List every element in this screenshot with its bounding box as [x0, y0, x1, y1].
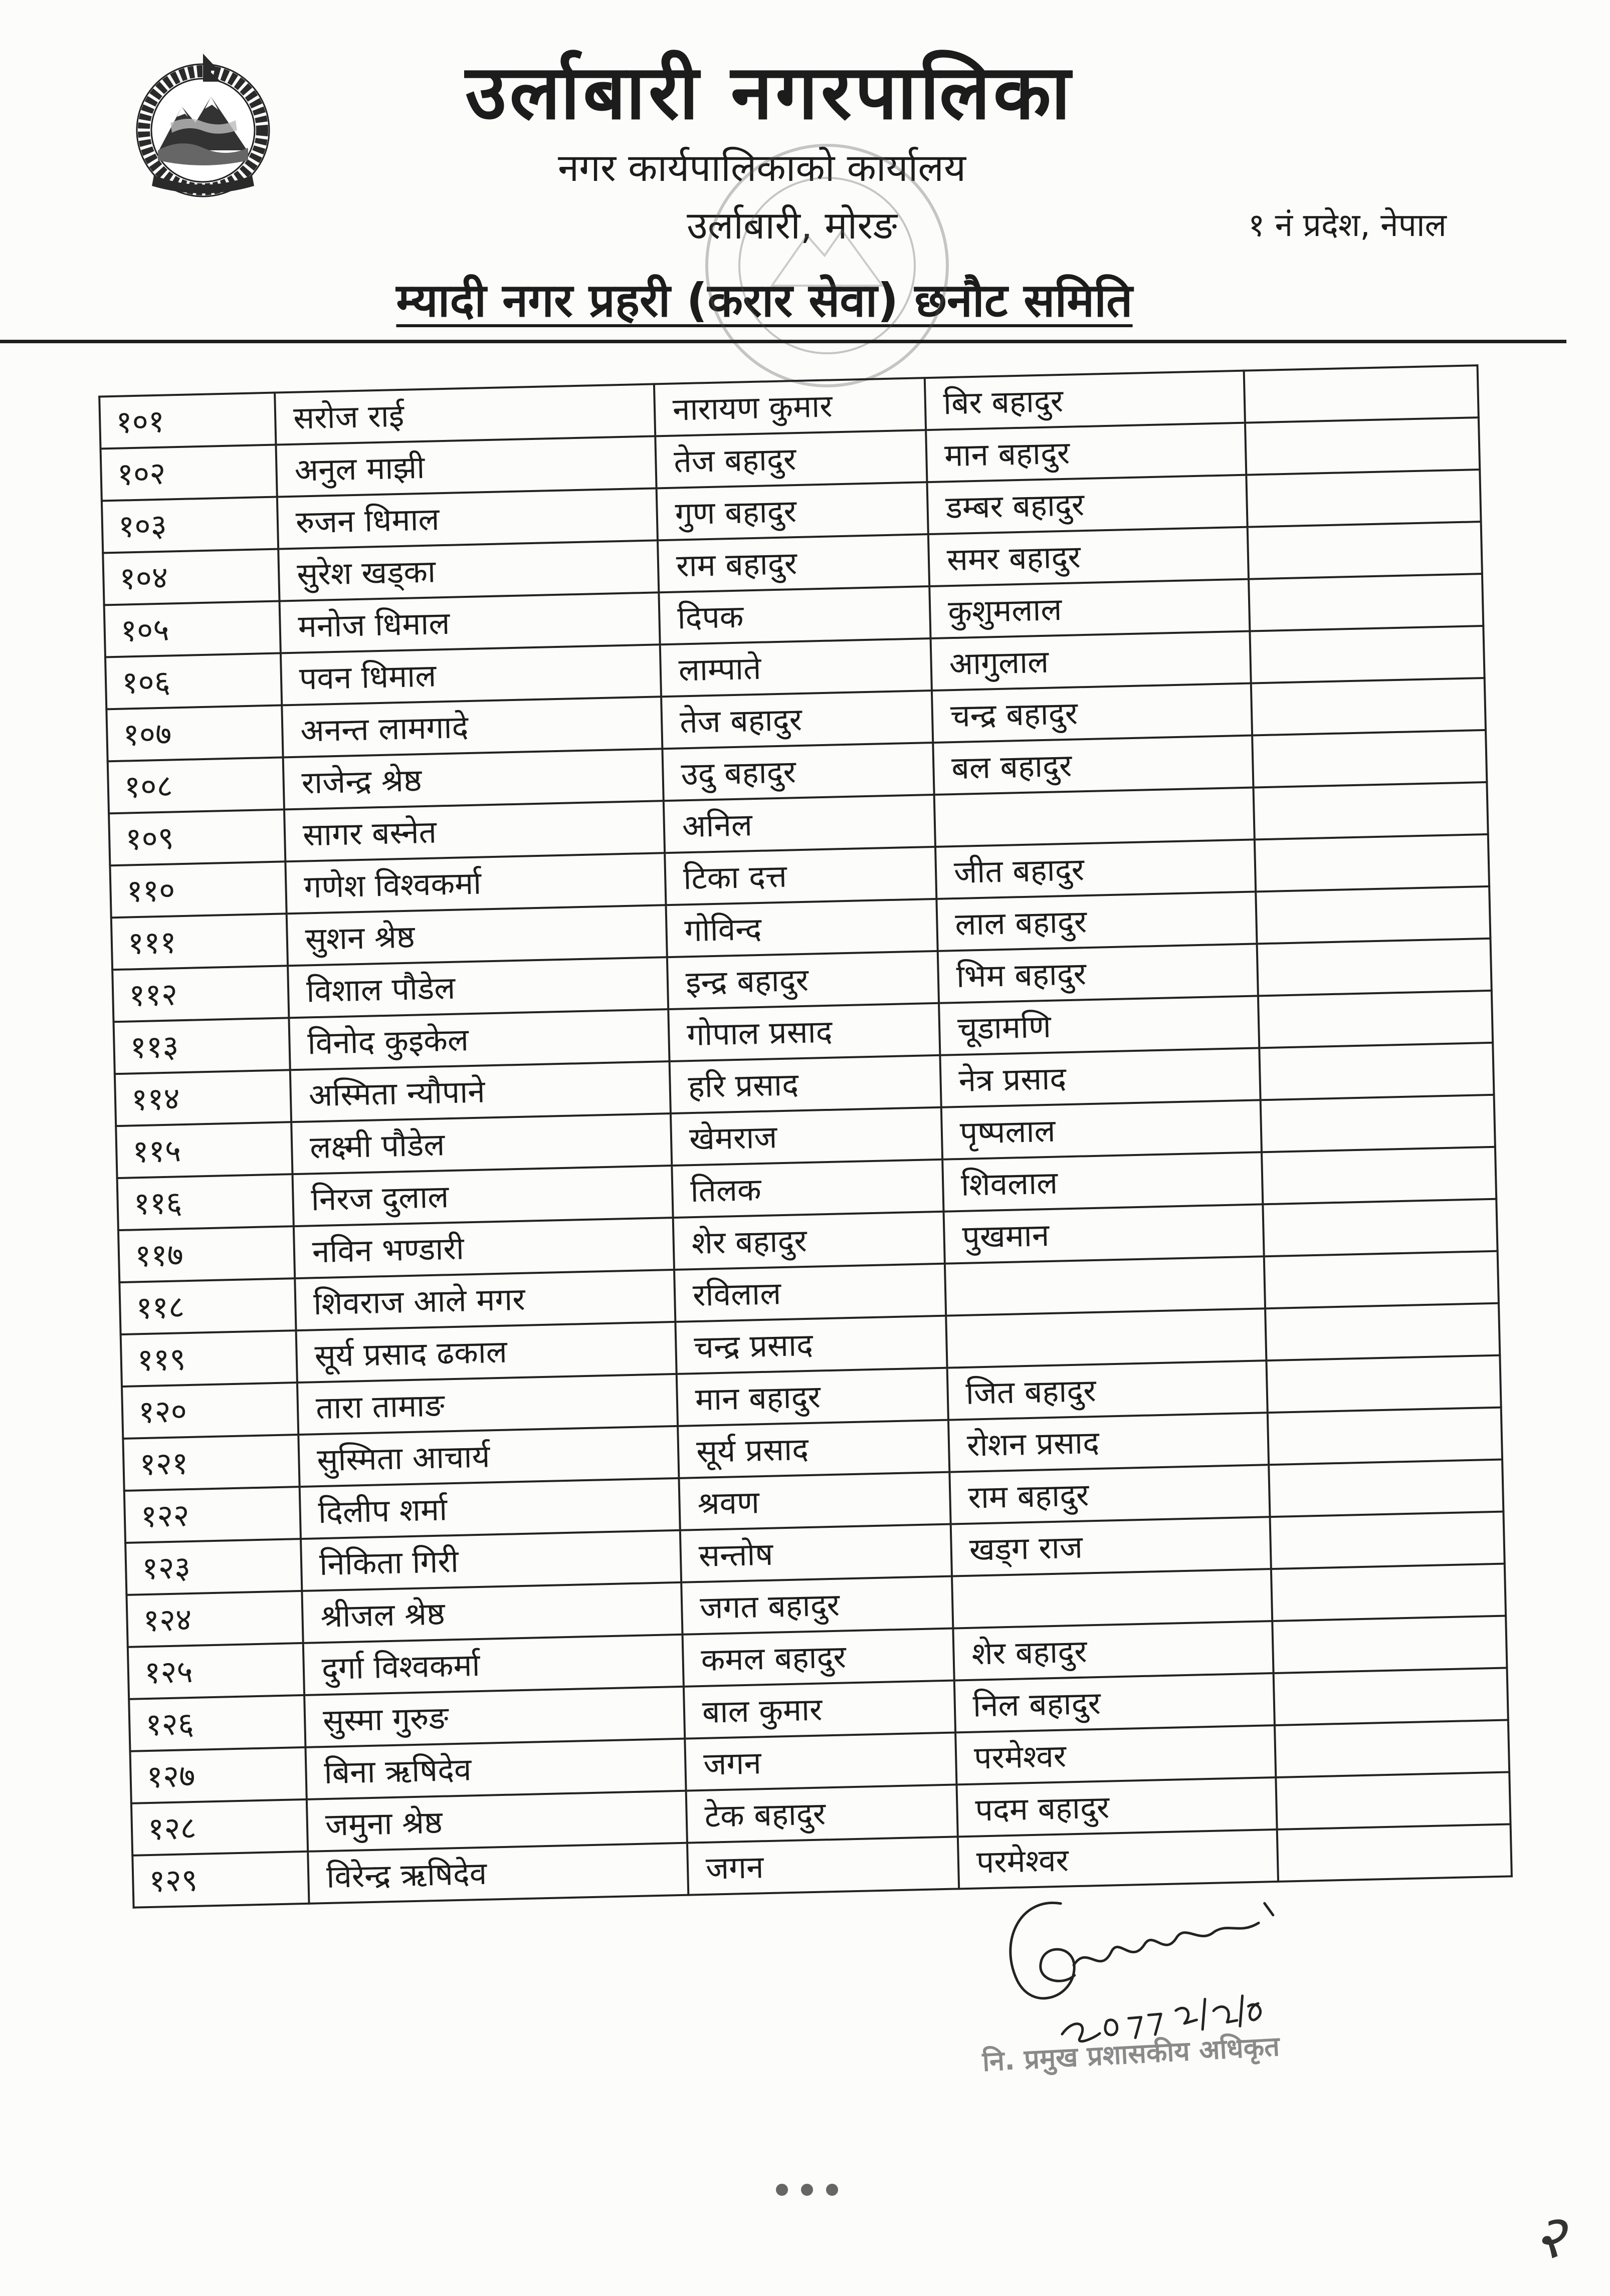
- province-label: १ नं प्रदेश, नेपाल: [1248, 207, 1447, 244]
- cell-father: टिका दत्त: [665, 847, 936, 905]
- cell-blank: [1244, 365, 1479, 423]
- cell-sn: ११७: [118, 1226, 295, 1282]
- cell-blank: [1257, 939, 1492, 996]
- cell-name: तारा तामाङ: [297, 1374, 678, 1435]
- cell-father: सूर्य प्रसाद: [678, 1420, 949, 1478]
- cell-father: जगत बहादुर: [681, 1576, 953, 1635]
- cell-grandfather: परमेश्वर: [958, 1829, 1278, 1889]
- cell-grandfather: खड्ग राज: [951, 1517, 1271, 1576]
- cell-grandfather: कुशुमलाल: [929, 579, 1250, 638]
- cell-sn: ११२: [112, 966, 289, 1022]
- cell-sn: ११५: [116, 1122, 292, 1178]
- cell-sn: १२८: [131, 1799, 308, 1856]
- cell-grandfather: जीत बहादुर: [935, 839, 1256, 898]
- cell-father: कमल बहादुर: [683, 1629, 954, 1687]
- cell-father: तिलक: [672, 1160, 943, 1218]
- cell-name: दुर्गा विश्वकर्मा: [303, 1635, 684, 1695]
- cell-father: खेमराज: [671, 1107, 942, 1166]
- cell-sn: ११३: [114, 1018, 290, 1074]
- cell-blank: [1265, 1303, 1500, 1361]
- cell-name: शिवराज आले मगर: [295, 1270, 675, 1330]
- cell-name: बिना ऋषिदेव: [305, 1739, 686, 1799]
- cell-father: अनिल: [664, 795, 935, 853]
- cell-name: सागर बस्नेत: [284, 801, 665, 861]
- cell-blank: [1245, 417, 1480, 475]
- cell-grandfather: डम्बर बहादुर: [927, 475, 1247, 534]
- cell-sn: १२४: [126, 1591, 303, 1647]
- cell-grandfather: जित बहादुर: [947, 1360, 1268, 1420]
- cell-sn: १२७: [130, 1747, 307, 1803]
- cell-blank: [1256, 886, 1490, 944]
- cell-sn: १०५: [104, 601, 281, 657]
- cell-name: अस्मिता न्यौपाने: [290, 1061, 671, 1122]
- candidate-table: [98, 364, 1511, 1907]
- cell-sn: ११६: [117, 1174, 294, 1230]
- cell-sn: १२२: [124, 1487, 301, 1543]
- cell-sn: १०३: [102, 497, 278, 553]
- cell-grandfather: चन्द्र बहादुर: [932, 683, 1252, 743]
- cell-grandfather: लाल बहादुर: [936, 891, 1257, 951]
- cell-sn: १०८: [108, 757, 284, 813]
- cell-blank: [1264, 1251, 1499, 1309]
- cell-sn: १२६: [129, 1695, 305, 1751]
- cell-blank: [1249, 574, 1483, 631]
- cell-blank: [1259, 1043, 1494, 1100]
- office-name: नगर कार्यपालिकाको कार्यालय: [557, 145, 966, 190]
- cell-sn: ११४: [115, 1070, 291, 1126]
- cell-grandfather: पदम बहादुर: [956, 1777, 1277, 1836]
- cell-father: जगन: [685, 1732, 956, 1790]
- cell-name: गणेश विश्वकर्मा: [285, 853, 666, 913]
- cell-grandfather: नेत्र प्रसाद: [940, 1048, 1260, 1107]
- cell-grandfather: [946, 1308, 1266, 1367]
- cell-blank: [1258, 991, 1493, 1048]
- cell-grandfather: भिम बहादुर: [938, 944, 1258, 1003]
- cell-blank: [1268, 1408, 1502, 1465]
- cell-grandfather: निल बहादुर: [954, 1673, 1275, 1732]
- page-number: २: [1534, 2202, 1565, 2272]
- cell-grandfather: बल बहादुर: [933, 736, 1253, 795]
- cell-father: तेज बहादुर: [655, 430, 927, 488]
- cell-sn: १२९: [132, 1852, 309, 1908]
- cell-name: अनुल माझी: [276, 436, 656, 497]
- cell-sn: १०९: [109, 809, 285, 865]
- cell-blank: [1255, 834, 1489, 892]
- cell-father: गोविन्द: [666, 899, 937, 957]
- cell-father: तेज बहादुर: [661, 691, 933, 749]
- cell-father: गोपाल प्रसाद: [668, 1003, 940, 1061]
- cell-name: पवन धिमाल: [281, 644, 661, 705]
- cell-name: जमुना श्रेष्ठ: [307, 1791, 687, 1852]
- cell-sn: ११८: [119, 1278, 296, 1334]
- cell-blank: [1246, 470, 1481, 527]
- cell-sn: १२०: [122, 1383, 298, 1439]
- cell-name: विशाल पौडेल: [288, 957, 668, 1018]
- nepal-emblem-icon: [123, 48, 283, 203]
- cell-father: नारायण कुमार: [654, 378, 926, 436]
- cell-father: राम बहादुर: [658, 534, 929, 592]
- cell-sn: १२१: [123, 1435, 299, 1491]
- cell-sn: १०६: [105, 653, 282, 709]
- cell-father: चन्द्र प्रसाद: [675, 1316, 947, 1374]
- cell-grandfather: पृष्पलाल: [941, 1100, 1262, 1159]
- cell-blank: [1270, 1512, 1505, 1569]
- cell-name: विरेन्द्र ऋषिदेव: [308, 1843, 688, 1904]
- cell-grandfather: शिवलाल: [942, 1152, 1263, 1211]
- cell-father: इन्द्र बहादुर: [667, 951, 939, 1009]
- cell-name: विनोद कुइकेल: [289, 1009, 669, 1070]
- cell-father: हरि प्रसाद: [670, 1055, 941, 1113]
- committee-title: म्यादी नगर प्रहरी (करार सेवा) छनौट समिति: [396, 274, 1133, 327]
- cell-name: सुशन श्रेष्ठ: [287, 905, 667, 966]
- cell-grandfather: [952, 1569, 1272, 1628]
- cell-name: निकिता गिरी: [301, 1530, 681, 1591]
- cell-name: लक्ष्मी पौडेल: [291, 1113, 672, 1174]
- cell-grandfather: [945, 1256, 1265, 1315]
- cell-name: निरज दुलाल: [292, 1166, 673, 1226]
- cell-blank: [1277, 1824, 1512, 1882]
- cell-blank: [1269, 1460, 1503, 1517]
- cell-name: नविन भण्डारी: [294, 1218, 674, 1278]
- cell-father: लाम्पाते: [660, 638, 932, 697]
- cell-grandfather: चूडामणि: [939, 996, 1259, 1055]
- cell-grandfather: मान बहादुर: [926, 423, 1246, 482]
- cell-father: दिपक: [659, 586, 930, 644]
- cell-grandfather: रोशन प्रसाद: [948, 1413, 1269, 1472]
- cell-grandfather: समर बहादुर: [928, 527, 1249, 586]
- cell-blank: [1263, 1199, 1497, 1257]
- cell-sn: १२३: [125, 1539, 302, 1595]
- cell-blank: [1262, 1147, 1496, 1205]
- cell-name: अनन्त लामगादे: [282, 697, 662, 757]
- cell-father: बाल कुमार: [684, 1681, 955, 1739]
- header-divider: [0, 340, 1566, 343]
- cell-grandfather: राम बहादुर: [949, 1465, 1270, 1524]
- cell-blank: [1274, 1668, 1508, 1725]
- cell-blank: [1266, 1355, 1501, 1413]
- cell-blank: [1272, 1616, 1507, 1674]
- cell-name: रुजन धिमाल: [277, 488, 658, 549]
- cell-name: श्रीजल श्रेष्ठ: [302, 1582, 682, 1643]
- cell-name: दिलीप शर्मा: [300, 1478, 680, 1539]
- cell-blank: [1253, 782, 1488, 840]
- cell-name: सुस्मिता आचार्य: [298, 1426, 679, 1487]
- cell-sn: १०४: [103, 549, 279, 605]
- cell-name: सुरेश खड्का: [278, 540, 659, 601]
- cell-grandfather: परमेश्वर: [955, 1725, 1276, 1784]
- cell-name: मनोज धिमाल: [280, 592, 660, 653]
- cell-sn: ११९: [121, 1330, 297, 1387]
- cell-blank: [1252, 730, 1487, 788]
- office-address: उर्लाबारी, मोरङ: [687, 203, 897, 248]
- cell-sn: ११०: [110, 861, 286, 917]
- cell-father: सन्तोष: [680, 1524, 952, 1582]
- cell-grandfather: पुखमान: [944, 1204, 1264, 1263]
- cell-sn: १०१: [99, 393, 276, 449]
- cell-blank: [1271, 1564, 1506, 1622]
- cell-name: सूर्य प्रसाद ढकाल: [296, 1322, 677, 1383]
- municipality-title: उर्लाबारी नगरपालिका: [465, 49, 1074, 136]
- cell-name: राजेन्द्र श्रेष्ठ: [283, 749, 664, 809]
- cell-blank: [1248, 522, 1482, 579]
- cell-grandfather: शेर बहादुर: [953, 1621, 1273, 1680]
- cell-father: मान बहादुर: [677, 1368, 948, 1426]
- cell-father: उदु बहादुर: [662, 743, 934, 801]
- cell-father: रविलाल: [674, 1264, 946, 1322]
- cell-blank: [1276, 1772, 1510, 1829]
- office-seal-icon: [697, 135, 957, 396]
- cell-sn: १०७: [106, 705, 283, 761]
- page-dots-icon: [772, 2180, 842, 2200]
- cell-grandfather: बिर बहादुर: [925, 371, 1245, 430]
- cell-blank: [1275, 1720, 1509, 1777]
- cell-father: जगन: [687, 1836, 959, 1895]
- cell-grandfather: [934, 788, 1255, 847]
- cell-father: श्रवण: [679, 1472, 950, 1530]
- cell-father: गुण बहादुर: [657, 482, 928, 540]
- cell-father: टेक बहादुर: [686, 1784, 958, 1843]
- cell-blank: [1250, 626, 1484, 683]
- candidate-table-body: [99, 365, 1512, 1908]
- cell-name: सुस्मा गुरुङ: [304, 1687, 685, 1747]
- cell-grandfather: आगुलाल: [931, 631, 1251, 691]
- cell-blank: [1261, 1095, 1495, 1153]
- cell-sn: १२५: [128, 1643, 304, 1699]
- signatory-title: नि. प्रमुख प्रशासकीय अधिकृत: [981, 2030, 1281, 2078]
- cell-sn: १०२: [101, 445, 277, 501]
- cell-name: सरोज राई: [275, 384, 655, 444]
- cell-father: शेर बहादुर: [673, 1212, 945, 1270]
- cell-blank: [1251, 678, 1486, 736]
- cell-sn: १११: [111, 913, 288, 970]
